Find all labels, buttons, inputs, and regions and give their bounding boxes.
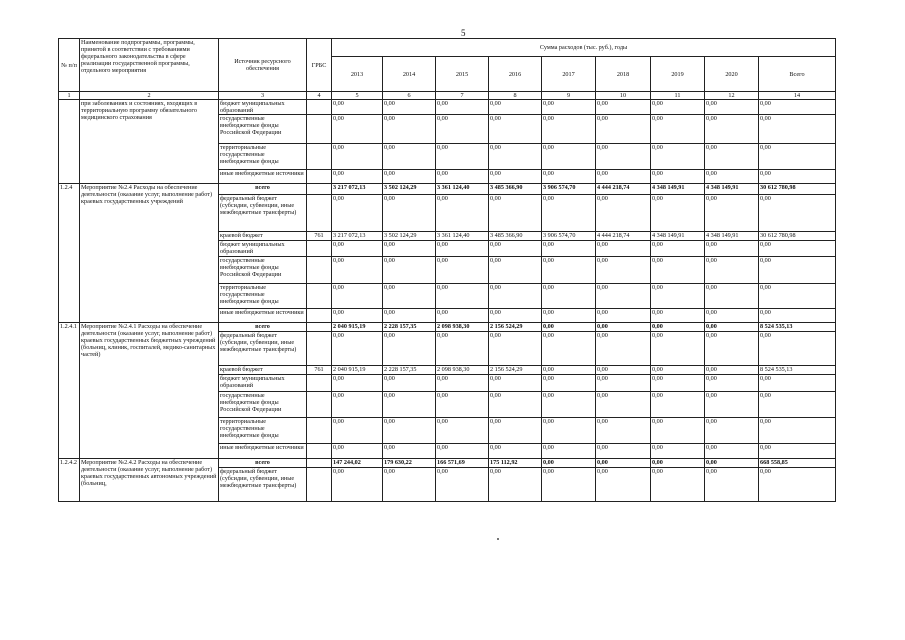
measure-name: при заболеваниях и состояниях, входящих в территориальную программу обязательного медицинского страхования bbox=[80, 100, 219, 184]
column-index: 1 bbox=[59, 92, 80, 100]
amount-cell: 0,00 bbox=[759, 444, 836, 459]
amount-cell: 4 348 149,91 bbox=[705, 232, 759, 241]
amount-cell: 0,00 bbox=[705, 257, 759, 284]
amount-cell: 3 485 366,90 bbox=[489, 232, 542, 241]
amount-cell: 0,00 bbox=[651, 459, 705, 468]
amount-cell: 0,00 bbox=[489, 392, 542, 418]
amount-cell: 179 630,22 bbox=[383, 459, 436, 468]
grbs-code bbox=[307, 418, 332, 444]
amount-cell: 0,00 bbox=[489, 309, 542, 323]
column-index: 2 bbox=[80, 92, 219, 100]
amount-cell: 0,00 bbox=[651, 284, 705, 309]
column-index: 7 bbox=[436, 92, 489, 100]
year-header: 2015 bbox=[436, 57, 489, 92]
amount-cell: 8 524 535,13 bbox=[759, 323, 836, 332]
amount-cell: 0,00 bbox=[596, 100, 651, 115]
amount-cell: 0,00 bbox=[489, 468, 542, 502]
column-index: 5 bbox=[332, 92, 383, 100]
amount-cell: 3 502 124,29 bbox=[383, 232, 436, 241]
amount-cell: 4 444 218,74 bbox=[596, 184, 651, 195]
amount-cell: 0,00 bbox=[542, 144, 596, 170]
amount-cell: 0,00 bbox=[542, 468, 596, 502]
amount-cell: 0,00 bbox=[332, 170, 383, 184]
amount-cell: 0,00 bbox=[759, 375, 836, 392]
amount-cell: 147 244,02 bbox=[332, 459, 383, 468]
amount-cell: 0,00 bbox=[759, 392, 836, 418]
amount-cell: 0,00 bbox=[332, 375, 383, 392]
year-header: 2013 bbox=[332, 57, 383, 92]
amount-cell: 0,00 bbox=[759, 241, 836, 257]
column-index: 8 bbox=[489, 92, 542, 100]
amount-cell: 0,00 bbox=[332, 115, 383, 144]
amount-cell: 0,00 bbox=[542, 444, 596, 459]
amount-cell: 0,00 bbox=[596, 241, 651, 257]
amount-cell: 0,00 bbox=[759, 170, 836, 184]
amount-cell: 0,00 bbox=[383, 309, 436, 323]
grbs-code bbox=[307, 170, 332, 184]
col-header-source: Источник ресурсного обеспечения bbox=[219, 39, 307, 92]
col-header-sum: Сумма расходов (тыс. руб.), годы bbox=[332, 39, 836, 57]
amount-cell: 0,00 bbox=[332, 392, 383, 418]
column-index: 12 bbox=[705, 92, 759, 100]
amount-cell: 0,00 bbox=[596, 257, 651, 284]
grbs-code bbox=[307, 323, 332, 332]
funding-source: федеральный бюджет (субсидии, субвенции, иные межбюджетные трансферты) bbox=[219, 195, 307, 232]
amount-cell: 0,00 bbox=[759, 100, 836, 115]
amount-cell: 0,00 bbox=[332, 284, 383, 309]
amount-cell: 0,00 bbox=[596, 444, 651, 459]
amount-cell: 0,00 bbox=[596, 418, 651, 444]
amount-cell: 0,00 bbox=[436, 284, 489, 309]
column-index: 10 bbox=[596, 92, 651, 100]
amount-cell: 4 444 218,74 bbox=[596, 232, 651, 241]
amount-cell: 0,00 bbox=[759, 309, 836, 323]
funding-source: иные внебюджетные источники bbox=[219, 444, 307, 459]
amount-cell: 3 361 124,40 bbox=[436, 232, 489, 241]
amount-cell: 0,00 bbox=[332, 309, 383, 323]
amount-cell: 0,00 bbox=[651, 332, 705, 366]
amount-cell: 2 156 524,29 bbox=[489, 323, 542, 332]
grbs-code bbox=[307, 195, 332, 232]
year-header: 2020 bbox=[705, 57, 759, 92]
column-index: 4 bbox=[307, 92, 332, 100]
amount-cell: 0,00 bbox=[383, 444, 436, 459]
amount-cell: 0,00 bbox=[436, 444, 489, 459]
amount-cell: 3 217 072,13 bbox=[332, 232, 383, 241]
year-header: 2018 bbox=[596, 57, 651, 92]
amount-cell: 2 098 938,30 bbox=[436, 366, 489, 375]
amount-cell: 0,00 bbox=[596, 115, 651, 144]
row-number: 1.2.4 bbox=[59, 184, 80, 323]
amount-cell: 0,00 bbox=[542, 392, 596, 418]
measure-name: Мероприятие №2.4 Расходы на обеспечение деятельности (оказание услуг, выполнение работ) краевых государственных учреждений bbox=[80, 184, 219, 323]
funding-source: территориальные государственные внебюджетные фонды bbox=[219, 144, 307, 170]
funding-source: всего bbox=[219, 459, 307, 468]
grbs-code: 761 bbox=[307, 366, 332, 375]
grbs-code bbox=[307, 444, 332, 459]
amount-cell: 0,00 bbox=[332, 241, 383, 257]
funding-source: всего bbox=[219, 184, 307, 195]
amount-cell: 0,00 bbox=[542, 241, 596, 257]
amount-cell: 0,00 bbox=[436, 100, 489, 115]
table-row bbox=[59, 459, 836, 468]
year-header: Всего bbox=[759, 57, 836, 92]
amount-cell: 0,00 bbox=[383, 468, 436, 502]
amount-cell: 0,00 bbox=[542, 418, 596, 444]
amount-cell: 0,00 bbox=[705, 144, 759, 170]
amount-cell: 0,00 bbox=[705, 375, 759, 392]
amount-cell: 0,00 bbox=[542, 195, 596, 232]
amount-cell: 0,00 bbox=[705, 332, 759, 366]
amount-cell: 0,00 bbox=[332, 444, 383, 459]
funding-source: бюджет муниципальных образований bbox=[219, 100, 307, 115]
amount-cell: 0,00 bbox=[383, 170, 436, 184]
amount-cell: 0,00 bbox=[436, 195, 489, 232]
column-index: 11 bbox=[651, 92, 705, 100]
amount-cell: 0,00 bbox=[542, 284, 596, 309]
amount-cell: 0,00 bbox=[436, 392, 489, 418]
row-number: 1.2.4.2 bbox=[59, 459, 80, 502]
budget-table bbox=[58, 38, 836, 502]
amount-cell: 3 906 574,70 bbox=[542, 232, 596, 241]
amount-cell: 30 612 780,98 bbox=[759, 232, 836, 241]
column-index: 14 bbox=[759, 92, 836, 100]
amount-cell: 0,00 bbox=[542, 459, 596, 468]
amount-cell: 0,00 bbox=[705, 444, 759, 459]
amount-cell: 0,00 bbox=[542, 332, 596, 366]
amount-cell: 0,00 bbox=[596, 170, 651, 184]
grbs-code bbox=[307, 468, 332, 502]
amount-cell: 0,00 bbox=[759, 195, 836, 232]
amount-cell: 0,00 bbox=[759, 257, 836, 284]
year-header: 2016 bbox=[489, 57, 542, 92]
amount-cell: 0,00 bbox=[332, 100, 383, 115]
grbs-code bbox=[307, 184, 332, 195]
amount-cell: 0,00 bbox=[651, 392, 705, 418]
funding-source: краевой бюджет bbox=[219, 366, 307, 375]
column-index: 9 bbox=[542, 92, 596, 100]
amount-cell: 0,00 bbox=[759, 418, 836, 444]
grbs-code bbox=[307, 257, 332, 284]
amount-cell: 0,00 bbox=[651, 468, 705, 502]
grbs-code bbox=[307, 100, 332, 115]
amount-cell: 166 571,69 bbox=[436, 459, 489, 468]
amount-cell: 0,00 bbox=[383, 115, 436, 144]
amount-cell: 0,00 bbox=[436, 309, 489, 323]
amount-cell: 0,00 bbox=[705, 323, 759, 332]
amount-cell: 0,00 bbox=[705, 392, 759, 418]
funding-source: федеральный бюджет (субсидии, субвенции, иные межбюджетные трансферты) bbox=[219, 332, 307, 366]
amount-cell: 0,00 bbox=[436, 144, 489, 170]
year-header: 2014 bbox=[383, 57, 436, 92]
amount-cell: 3 361 124,40 bbox=[436, 184, 489, 195]
amount-cell: 0,00 bbox=[759, 332, 836, 366]
amount-cell: 0,00 bbox=[759, 115, 836, 144]
amount-cell: 0,00 bbox=[383, 284, 436, 309]
page-number: 5 bbox=[461, 28, 466, 38]
amount-cell: 0,00 bbox=[596, 195, 651, 232]
amount-cell: 2 040 915,19 bbox=[332, 366, 383, 375]
amount-cell: 0,00 bbox=[705, 468, 759, 502]
amount-cell: 0,00 bbox=[489, 144, 542, 170]
amount-cell: 0,00 bbox=[542, 170, 596, 184]
col-header-grbs: ГРБС bbox=[307, 39, 332, 92]
amount-cell: 0,00 bbox=[542, 375, 596, 392]
funding-source: бюджет муниципальных образований bbox=[219, 375, 307, 392]
measure-name: Мероприятие №2.4.2 Расходы на обеспечение деятельности (оказание услуг, выполнение работ) краевых государственных автономных учреждений (больниц, bbox=[80, 459, 219, 502]
funding-source: государственные внебюджетные фонды Российской Федерации bbox=[219, 115, 307, 144]
amount-cell: 0,00 bbox=[489, 170, 542, 184]
amount-cell: 0,00 bbox=[759, 468, 836, 502]
amount-cell: 2 098 938,30 bbox=[436, 323, 489, 332]
amount-cell: 0,00 bbox=[542, 323, 596, 332]
amount-cell: 3 217 072,13 bbox=[332, 184, 383, 195]
amount-cell: 0,00 bbox=[759, 144, 836, 170]
amount-cell: 0,00 bbox=[332, 257, 383, 284]
amount-cell: 0,00 bbox=[596, 366, 651, 375]
amount-cell: 2 040 915,19 bbox=[332, 323, 383, 332]
amount-cell: 0,00 bbox=[383, 144, 436, 170]
funding-source: иные внебюджетные источники bbox=[219, 170, 307, 184]
amount-cell: 2 156 524,29 bbox=[489, 366, 542, 375]
amount-cell: 668 558,85 bbox=[759, 459, 836, 468]
amount-cell: 0,00 bbox=[489, 418, 542, 444]
amount-cell: 0,00 bbox=[596, 468, 651, 502]
amount-cell: 0,00 bbox=[383, 241, 436, 257]
amount-cell: 0,00 bbox=[705, 366, 759, 375]
grbs-code bbox=[307, 392, 332, 418]
amount-cell: 4 348 149,91 bbox=[651, 184, 705, 195]
col-header-name: Наименование подпрограммы, программы, принятой в соответствии с требованиями федерального законодательства в сфере реализации государственной программы, отдельного мероприятия bbox=[80, 39, 219, 92]
amount-cell: 175 112,92 bbox=[489, 459, 542, 468]
amount-cell: 0,00 bbox=[596, 392, 651, 418]
amount-cell: 0,00 bbox=[332, 418, 383, 444]
funding-source: бюджет муниципальных образований bbox=[219, 241, 307, 257]
measure-name: Мероприятие №2.4.1 Расходы на обеспечение деятельности (оказание услуг, выполнение работ) краевых государственных бюджетных учреждений (больниц, клиник, госпиталей, медико-санитарных частей) bbox=[80, 323, 219, 459]
amount-cell: 0,00 bbox=[436, 115, 489, 144]
amount-cell: 0,00 bbox=[436, 170, 489, 184]
amount-cell: 3 906 574,70 bbox=[542, 184, 596, 195]
col-header-num: № п/п bbox=[59, 39, 80, 92]
amount-cell: 0,00 bbox=[651, 418, 705, 444]
amount-cell: 0,00 bbox=[383, 418, 436, 444]
amount-cell: 0,00 bbox=[489, 257, 542, 284]
amount-cell: 0,00 bbox=[332, 468, 383, 502]
table-row bbox=[59, 184, 836, 195]
amount-cell: 0,00 bbox=[489, 444, 542, 459]
amount-cell: 3 485 366,90 bbox=[489, 184, 542, 195]
amount-cell: 0,00 bbox=[489, 284, 542, 309]
funding-source: федеральный бюджет (субсидии, субвенции, иные межбюджетные трансферты) bbox=[219, 468, 307, 502]
amount-cell: 0,00 bbox=[489, 195, 542, 232]
amount-cell: 0,00 bbox=[436, 241, 489, 257]
amount-cell: 0,00 bbox=[489, 100, 542, 115]
amount-cell: 0,00 bbox=[332, 144, 383, 170]
amount-cell: 0,00 bbox=[705, 170, 759, 184]
amount-cell: 0,00 bbox=[705, 241, 759, 257]
amount-cell: 0,00 bbox=[436, 375, 489, 392]
amount-cell: 0,00 bbox=[596, 309, 651, 323]
grbs-code bbox=[307, 241, 332, 257]
amount-cell: 0,00 bbox=[596, 375, 651, 392]
amount-cell: 30 612 780,98 bbox=[759, 184, 836, 195]
amount-cell: 0,00 bbox=[436, 257, 489, 284]
amount-cell: 0,00 bbox=[542, 257, 596, 284]
amount-cell: 0,00 bbox=[436, 468, 489, 502]
amount-cell: 0,00 bbox=[489, 241, 542, 257]
amount-cell: 8 524 535,13 bbox=[759, 366, 836, 375]
amount-cell: 0,00 bbox=[651, 375, 705, 392]
amount-cell: 0,00 bbox=[596, 284, 651, 309]
amount-cell: 0,00 bbox=[705, 100, 759, 115]
amount-cell: 0,00 bbox=[383, 392, 436, 418]
amount-cell: 0,00 bbox=[489, 115, 542, 144]
funding-source: государственные внебюджетные фонды Российской Федерации bbox=[219, 392, 307, 418]
amount-cell: 0,00 bbox=[705, 115, 759, 144]
amount-cell: 4 348 149,91 bbox=[651, 232, 705, 241]
amount-cell: 0,00 bbox=[705, 195, 759, 232]
scan-dot bbox=[497, 538, 499, 540]
amount-cell: 0,00 bbox=[383, 257, 436, 284]
row-number bbox=[59, 100, 80, 184]
amount-cell: 0,00 bbox=[651, 366, 705, 375]
amount-cell: 0,00 bbox=[651, 444, 705, 459]
amount-cell: 0,00 bbox=[436, 418, 489, 444]
amount-cell: 0,00 bbox=[651, 257, 705, 284]
amount-cell: 0,00 bbox=[542, 309, 596, 323]
table-row bbox=[59, 323, 836, 332]
grbs-code bbox=[307, 144, 332, 170]
grbs-code bbox=[307, 459, 332, 468]
amount-cell: 0,00 bbox=[332, 332, 383, 366]
amount-cell: 0,00 bbox=[596, 459, 651, 468]
amount-cell: 0,00 bbox=[651, 144, 705, 170]
column-index: 3 bbox=[219, 92, 307, 100]
amount-cell: 0,00 bbox=[596, 323, 651, 332]
row-number: 1.2.4.1 bbox=[59, 323, 80, 459]
amount-cell: 0,00 bbox=[705, 309, 759, 323]
grbs-code bbox=[307, 332, 332, 366]
amount-cell: 0,00 bbox=[759, 284, 836, 309]
amount-cell: 0,00 bbox=[651, 115, 705, 144]
amount-cell: 0,00 bbox=[542, 115, 596, 144]
funding-source: территориальные государственные внебюджетные фонды bbox=[219, 284, 307, 309]
year-header: 2017 bbox=[542, 57, 596, 92]
amount-cell: 0,00 bbox=[436, 332, 489, 366]
grbs-code: 761 bbox=[307, 232, 332, 241]
amount-cell: 0,00 bbox=[705, 284, 759, 309]
funding-source: всего bbox=[219, 323, 307, 332]
amount-cell: 0,00 bbox=[489, 375, 542, 392]
amount-cell: 0,00 bbox=[332, 195, 383, 232]
amount-cell: 2 228 157,35 bbox=[383, 323, 436, 332]
amount-cell: 0,00 bbox=[651, 195, 705, 232]
amount-cell: 0,00 bbox=[383, 100, 436, 115]
amount-cell: 0,00 bbox=[489, 332, 542, 366]
grbs-code bbox=[307, 375, 332, 392]
amount-cell: 0,00 bbox=[705, 459, 759, 468]
funding-source: иные внебюджетные источники bbox=[219, 309, 307, 323]
amount-cell: 0,00 bbox=[651, 323, 705, 332]
funding-source: краевой бюджет bbox=[219, 232, 307, 241]
amount-cell: 0,00 bbox=[651, 100, 705, 115]
amount-cell: 0,00 bbox=[542, 100, 596, 115]
amount-cell: 0,00 bbox=[596, 332, 651, 366]
amount-cell: 0,00 bbox=[383, 195, 436, 232]
grbs-code bbox=[307, 309, 332, 323]
table-row bbox=[59, 100, 836, 115]
amount-cell: 2 228 157,35 bbox=[383, 366, 436, 375]
funding-source: государственные внебюджетные фонды Российской Федерации bbox=[219, 257, 307, 284]
amount-cell: 0,00 bbox=[705, 418, 759, 444]
grbs-code bbox=[307, 284, 332, 309]
amount-cell: 3 502 124,29 bbox=[383, 184, 436, 195]
amount-cell: 0,00 bbox=[596, 144, 651, 170]
column-index: 6 bbox=[383, 92, 436, 100]
amount-cell: 4 348 149,91 bbox=[705, 184, 759, 195]
amount-cell: 0,00 bbox=[383, 332, 436, 366]
amount-cell: 0,00 bbox=[651, 241, 705, 257]
amount-cell: 0,00 bbox=[651, 309, 705, 323]
amount-cell: 0,00 bbox=[383, 375, 436, 392]
year-header: 2019 bbox=[651, 57, 705, 92]
funding-source: территориальные государственные внебюджетные фонды bbox=[219, 418, 307, 444]
grbs-code bbox=[307, 115, 332, 144]
amount-cell: 0,00 bbox=[651, 170, 705, 184]
amount-cell: 0,00 bbox=[542, 366, 596, 375]
